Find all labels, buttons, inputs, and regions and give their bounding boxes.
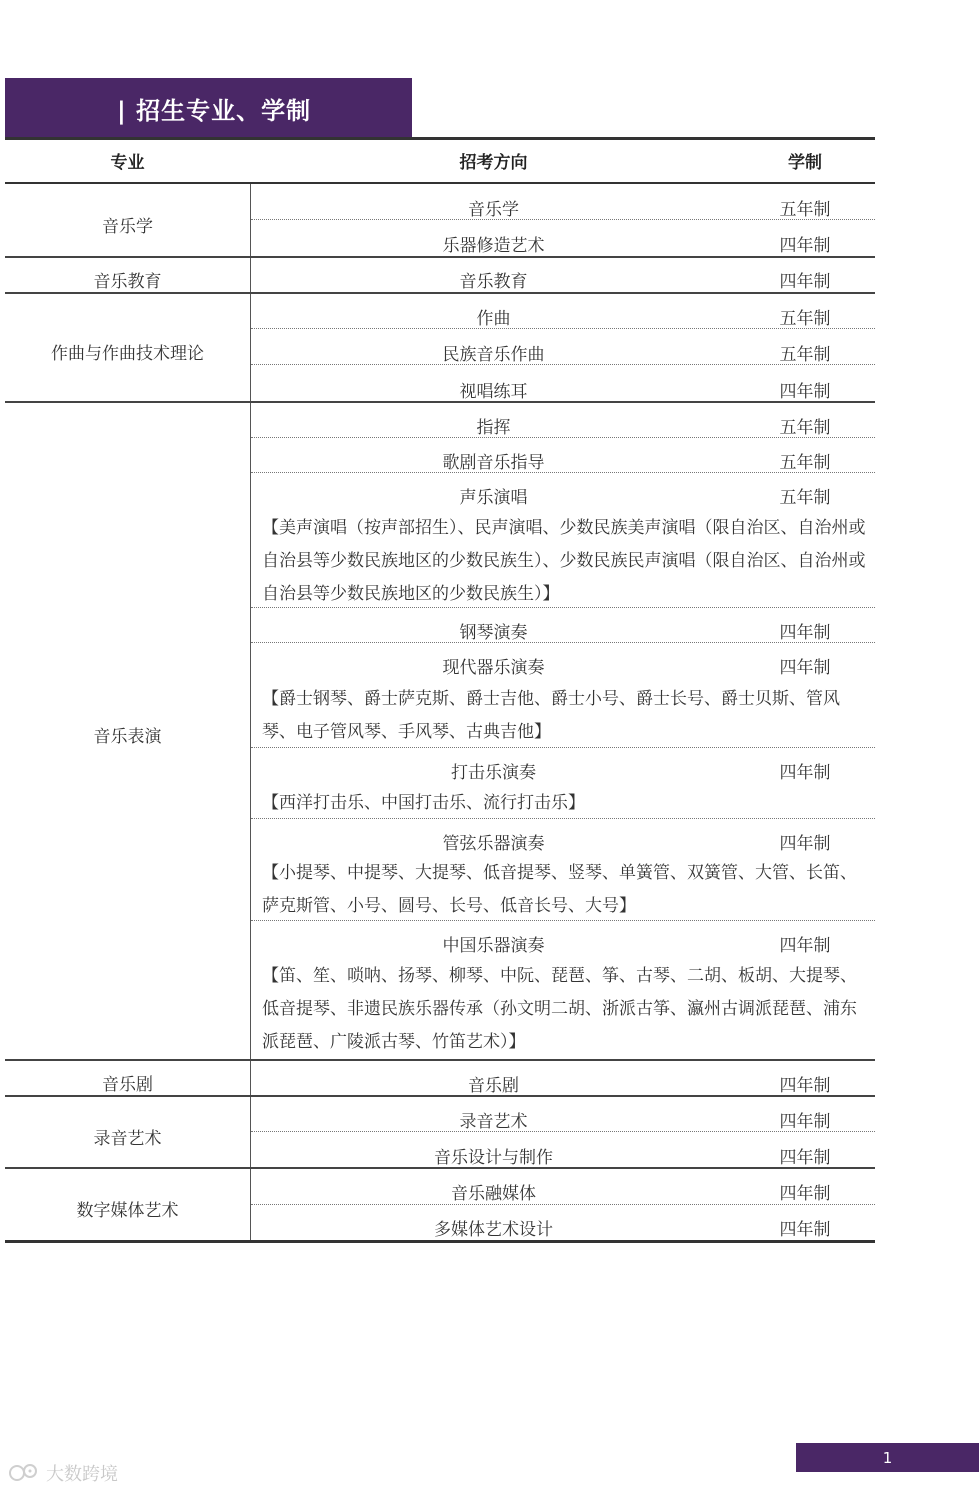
direction-cell: 作曲 bbox=[476, 309, 511, 329]
duration-cell: 四年制 bbox=[779, 1112, 831, 1132]
duration-cell: 四年制 bbox=[779, 623, 831, 643]
duration-cell: 五年制 bbox=[779, 488, 831, 508]
section-title: | 招生专业、学制 bbox=[117, 96, 312, 125]
duration-cell: 四年制 bbox=[779, 1076, 831, 1096]
duration-cell: 五年制 bbox=[779, 345, 831, 365]
major-cell: 作曲与作曲技术理论 bbox=[51, 344, 204, 364]
direction-cell: 音乐设计与制作 bbox=[434, 1148, 553, 1168]
major-cell: 数字媒体艺术 bbox=[76, 1201, 179, 1221]
duration-cell: 五年制 bbox=[779, 418, 831, 438]
direction-cell: 歌剧音乐指导 bbox=[442, 453, 545, 473]
major-cell: 音乐教育 bbox=[93, 272, 162, 292]
duration-cell: 四年制 bbox=[779, 834, 831, 854]
duration-cell: 四年制 bbox=[779, 236, 831, 256]
direction-cell: 音乐教育 bbox=[459, 272, 528, 292]
direction-note: 【爵士钢琴、爵士萨克斯、爵士吉他、爵士小号、爵士长号、爵士贝斯、管风琴、电子管风琴、手风琴、古典吉他】 bbox=[262, 689, 840, 742]
watermark-text: 大数跨境 bbox=[46, 1464, 118, 1485]
direction-cell: 管弦乐器演奏 bbox=[442, 834, 545, 854]
direction-cell: 钢琴演奏 bbox=[459, 623, 528, 643]
direction-note: 【美声演唱（按声部招生）、民声演唱、少数民族美声演唱（限自治区、自治州或自治县等少数民族地区的少数民族生）、少数民族民声演唱（限自治区、自治州或自治县等少数民族地区的少数民族生）】 bbox=[262, 518, 866, 604]
duration-cell: 四年制 bbox=[779, 658, 831, 678]
direction-cell: 多媒体艺术设计 bbox=[434, 1220, 553, 1240]
major-cell: 录音艺术 bbox=[93, 1129, 162, 1149]
duration-cell: 四年制 bbox=[779, 1148, 831, 1168]
direction-cell: 视唱练耳 bbox=[459, 382, 528, 402]
header-direction: 招考方向 bbox=[459, 153, 528, 173]
direction-note: 【西洋打击乐、中国打击乐、流行打击乐】 bbox=[262, 793, 585, 813]
duration-cell: 五年制 bbox=[779, 200, 831, 220]
header-duration: 学制 bbox=[788, 153, 822, 173]
duration-cell: 五年制 bbox=[779, 309, 831, 329]
duration-cell: 四年制 bbox=[779, 763, 831, 783]
direction-cell: 音乐融媒体 bbox=[451, 1184, 536, 1204]
major-cell: 音乐表演 bbox=[93, 727, 162, 747]
direction-cell: 录音艺术 bbox=[459, 1112, 528, 1132]
duration-cell: 四年制 bbox=[779, 1184, 831, 1204]
duration-cell: 四年制 bbox=[779, 936, 831, 956]
duration-cell: 四年制 bbox=[779, 1220, 831, 1240]
watermark bbox=[8, 1460, 118, 1486]
section-divider bbox=[5, 256, 875, 258]
header-major: 专业 bbox=[110, 153, 145, 173]
section-divider bbox=[5, 1059, 875, 1061]
section-divider bbox=[5, 292, 875, 294]
direction-cell: 中国乐器演奏 bbox=[442, 936, 545, 956]
chat-bubble-logo-icon bbox=[8, 1463, 42, 1483]
duration-cell: 四年制 bbox=[779, 272, 831, 292]
page-number: 1 bbox=[882, 1448, 893, 1467]
direction-note: 【小提琴、中提琴、大提琴、低音提琴、竖琴、单簧管、双簧管、大管、长笛、萨克斯管、小号、圆号、长号、低音长号、大号】 bbox=[262, 863, 857, 916]
direction-cell: 音乐剧 bbox=[468, 1076, 519, 1096]
direction-cell: 指挥 bbox=[476, 418, 511, 438]
page-number-box bbox=[796, 1443, 979, 1472]
direction-cell: 音乐学 bbox=[468, 200, 519, 220]
direction-cell: 乐器修造艺术 bbox=[442, 236, 545, 256]
section-banner bbox=[5, 78, 412, 138]
direction-cell: 声乐演唱 bbox=[459, 488, 528, 508]
duration-cell: 四年制 bbox=[779, 382, 831, 402]
direction-cell: 打击乐演奏 bbox=[451, 763, 536, 783]
major-cell: 音乐学 bbox=[102, 217, 153, 237]
direction-note: 【笛、笙、唢呐、扬琴、柳琴、中阮、琵琶、筝、古琴、二胡、板胡、大提琴、低音提琴、非遗民族乐器传承（孙文明二胡、浙派古筝、瀛州古调派琵琶、浦东派琵琶、广陵派古琴、竹笛艺术）】 bbox=[262, 966, 857, 1052]
direction-cell: 现代器乐演奏 bbox=[442, 658, 545, 678]
table-bottom-rule bbox=[5, 1240, 875, 1243]
banner-rule bbox=[5, 137, 875, 140]
direction-cell: 民族音乐作曲 bbox=[442, 345, 545, 365]
row-divider bbox=[251, 1204, 875, 1205]
major-cell: 音乐剧 bbox=[102, 1075, 153, 1095]
duration-cell: 五年制 bbox=[779, 453, 831, 473]
header-rule bbox=[5, 182, 875, 184]
